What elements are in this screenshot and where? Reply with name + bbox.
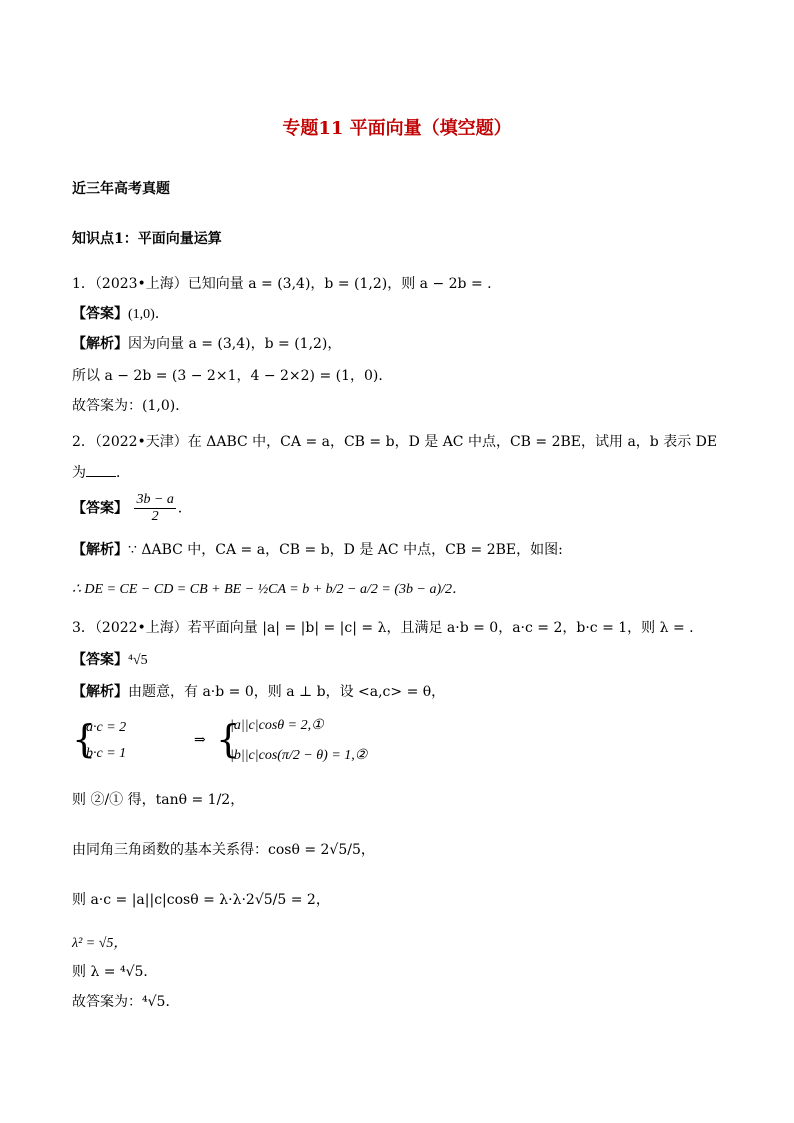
- q2-stem: 2．（2022•天津）在 ΔABC 中，CA = a，CB = b，D 是 AC 中点，CB = 2BE，试用 a，b 表示 DE: [72, 434, 718, 450]
- q2-answer: 【答案】 $\frac{3b - a}{2}$ ．: [72, 492, 192, 524]
- analysis-text: ∵ ΔABC 中，CA = a，CB = b，D 是 AC 中点，CB = 2BE，如图:: [128, 542, 563, 558]
- answer-value: (1,0)．: [128, 307, 169, 322]
- q3-stem: 3．（2022•上海）若平面向量 |a| = |b| = |c| = λ，且满足 a·b = 0，a·c = 2，b·c = 1，则 λ = .: [72, 620, 694, 636]
- q2-stem-continued: 为 ．: [72, 462, 130, 484]
- analysis-label: 【解析】: [72, 684, 128, 700]
- right-brace: {: [216, 717, 241, 761]
- answer-label: 【答案】: [72, 306, 128, 322]
- q3-step-lambda-squared: λ² = √5，: [72, 936, 128, 951]
- q3-step-tan: 则 ②/① 得，tanθ = 1/2，: [72, 792, 245, 808]
- answer-label: 【答案】: [72, 500, 128, 517]
- q1-conclusion: 故答案为：(1,0)．: [72, 398, 190, 414]
- system-right-eq2: |b||c|cos(π/2 − θ) = 1,②: [230, 748, 368, 763]
- analysis-text: 由题意，有 a·b = 0，则 a ⊥ b，设 <a,c> = θ，: [128, 684, 446, 700]
- q2-analysis: [72, 540, 563, 560]
- fraction-numerator: 3b − a: [136, 492, 174, 507]
- q1-analysis: [72, 334, 341, 354]
- q3-step-lambda: 则 λ = ⁴√5．: [72, 964, 158, 980]
- fraction-denominator: 2: [151, 509, 159, 524]
- page-title: 专题11 平面向量（填空题）: [282, 118, 512, 139]
- system-left-eq1: a·c = 2: [86, 720, 127, 735]
- q3-conclusion: 故答案为：⁴√5．: [72, 994, 180, 1010]
- q1-answer: [72, 304, 169, 325]
- implies-arrow: ⇒: [194, 732, 206, 748]
- section-heading: 近三年高考真题: [72, 181, 170, 197]
- q3-step-cos: 由同角三角函数的基本关系得：cosθ = 2√5/5，: [72, 842, 375, 858]
- q1-stem: 1．（2023•上海）已知向量 a = (3,4)，b = (1,2)，则 a − 2b = .: [72, 276, 492, 292]
- analysis-label: 【解析】: [72, 336, 128, 352]
- q1-derivation: 所以 a − 2b = (3 − 2×1，4 − 2×2) = (1，0)．: [72, 368, 393, 384]
- q2-stem-word: 为: [72, 465, 86, 481]
- q3-analysis: [72, 682, 445, 702]
- system-right-eq1: |a||c|cosθ = 2,①: [230, 718, 324, 733]
- answer-value: ⁴√5: [128, 653, 148, 668]
- analysis-text: 因为向量 a = (3,4)，b = (1,2)，: [128, 336, 342, 352]
- q3-answer: [72, 650, 148, 671]
- answer-fraction: [134, 492, 175, 525]
- system-left-eq2: b·c = 1: [86, 746, 127, 761]
- q3-step-dot: 则 a·c = |a||c|cosθ = λ·λ·2√5/5 = 2，: [72, 892, 330, 908]
- knowledge-point-heading: 知识点1：平面向量运算: [72, 231, 222, 247]
- q2-derivation: ∴ DE = CE − CD = CB + BE − ½CA = b + b/2 − a/2 = (3b − a)/2．: [72, 582, 467, 597]
- left-brace: {: [72, 717, 97, 761]
- answer-label: 【答案】: [72, 652, 128, 668]
- answer-blank: [86, 462, 116, 477]
- q3-equation-system: [72, 712, 492, 776]
- analysis-label: 【解析】: [72, 542, 128, 558]
